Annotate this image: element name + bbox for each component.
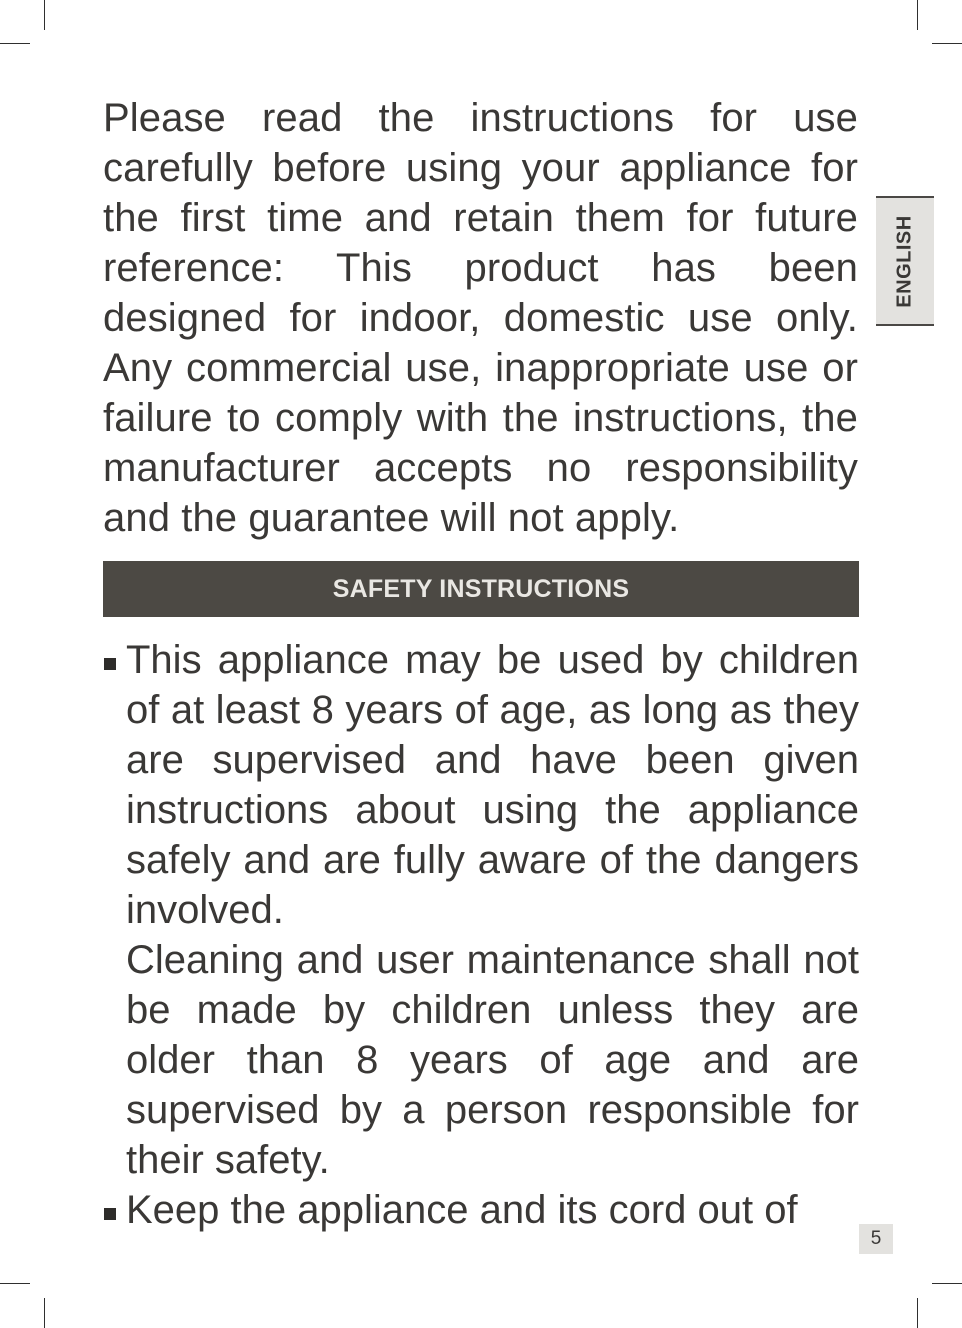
crop-mark-bottom-right-vertical [917,1298,918,1328]
page-number-label: 5 [870,1228,882,1249]
list-item [103,1185,859,1235]
safety-instructions-list [103,635,859,1235]
page-number [859,1224,893,1254]
square-bullet-icon [104,1208,116,1220]
crop-mark-bottom-right-horizontal [932,1283,962,1284]
crop-mark-top-left-vertical [44,0,45,30]
intro-paragraph: Please read the instructions for use carefully before using your appliance for the first time and retain them for future reference: This product has been designed for indoor, domestic use only. Any commercial use, inappropriate use or failure to comply with the instructions, the manufacturer accepts no responsibility and the guarantee will not apply. [103,96,858,540]
bullet-paragraph: Cleaning and user maintenance shall not be made by children unless they are older than 8 years of age and are supervised by a person responsible for their safety. [126,938,859,1182]
language-tab [876,196,934,326]
section-heading-bar [103,561,859,617]
crop-mark-top-left-horizontal [0,43,30,44]
crop-mark-top-right-vertical [917,0,918,30]
crop-mark-top-right-horizontal [932,43,962,44]
bullet-paragraph: This appliance may be used by children of at least 8 years of age, as long as they are supervised and have been given instructions about using the appliance safely and are fully aware of the dangers involved. [126,638,859,932]
crop-mark-bottom-left-horizontal [0,1283,30,1284]
list-item [103,635,859,1185]
crop-mark-bottom-left-vertical [44,1298,45,1328]
section-heading: SAFETY INSTRUCTIONS [332,574,630,603]
square-bullet-icon [104,658,116,670]
bullet-paragraph: Keep the appliance and its cord out of [126,1188,798,1232]
language-tab-label: ENGLISH [893,214,916,308]
